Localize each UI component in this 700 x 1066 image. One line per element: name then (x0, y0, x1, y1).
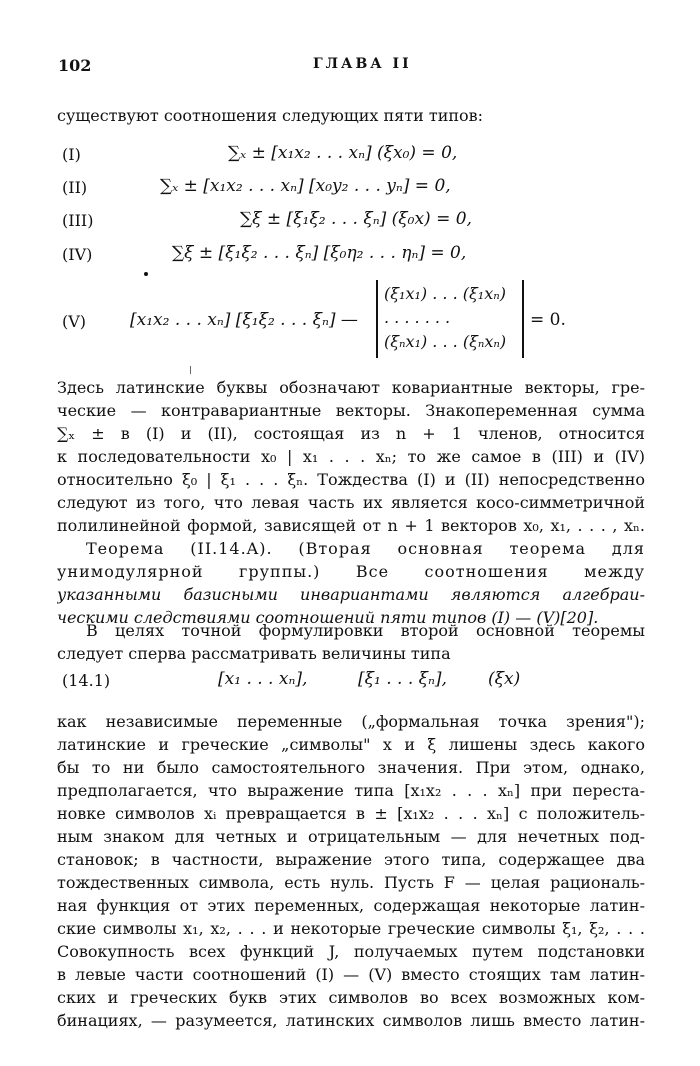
equation-1: ∑ₓ ± [x₁x₂ . . . xₙ] (ξx₀) = 0, (228, 143, 458, 163)
theorem-line-3: указанными базисными инвариантами являются алгебраи- (57, 585, 645, 604)
paragraph3-line-11: Совокупность всех функций J, получаемых путем подстановки (57, 942, 645, 961)
equation-label-4: (IV) (62, 245, 93, 264)
paragraph1-line-5: относительно ξ₀ | ξ₁ . . . ξₙ. Тождества (I) и (II) непосредственно (57, 470, 645, 489)
paragraph3-line-3: бы то ни было самостоятельного значения. При этом, однако, (57, 758, 645, 777)
paragraph1-line-6: следуют из того, что левая часть их является косо-симметричной (57, 493, 645, 512)
paragraph3-line-7: становок; в частности, выражение этого типа, содержащее два (57, 850, 645, 869)
theorem-line-1: Теорема (II.14.A). (Вторая основная теорема для (86, 539, 645, 558)
paragraph3-line-5: новке символов xᵢ превращается в ± [x₁x₂ . . . xₙ] с положитель- (57, 804, 645, 823)
paragraph1-line-7: полилинейной формой, зависящей от n + 1 векторов x₀, x₁, . . . , xₙ. (57, 516, 645, 535)
running-head: ГЛАВА II (313, 56, 412, 72)
theorem-line-4: ческими следствиями соотношений пяти типов (I) — (V)[20]. (57, 608, 599, 627)
page-number: 102 (58, 56, 92, 75)
print-speck (144, 272, 148, 276)
paragraph1-line-1: Здесь латинские буквы обозначают ковариантные векторы, гре- (57, 378, 645, 397)
determinant-row-2: . . . . . . . (384, 308, 451, 327)
determinant-row-1: (ξ₁x₁) . . . (ξ₁xₙ) (384, 284, 506, 303)
paragraph3-line-12: в левые части соотношений (I) — (V) вместо стоящих там латин- (57, 965, 645, 984)
equation-label-14-1: (14.1) (62, 671, 111, 690)
equation-3: ∑ξ ± [ξ₁ξ₂ . . . ξₙ] (ξ₀x) = 0, (240, 209, 472, 229)
paragraph2-line-1: В целях точной формулировки второй основной теоремы (86, 621, 645, 640)
paragraph3-line-8: тождественных символа, есть нуль. Пусть F — целая рациональ- (57, 873, 645, 892)
paragraph1-line-3: ∑ₓ ± в (I) и (II), состоящая из n + 1 членов, относится (57, 424, 645, 443)
equation-4: ∑ξ ± [ξ₁ξ₂ . . . ξₙ] [ξ₀η₂ . . . ηₙ] = 0, (172, 243, 467, 263)
determinant-right-bar (522, 280, 524, 358)
equation-5-left: [x₁x₂ . . . xₙ] [ξ₁ξ₂ . . . ξₙ] — (130, 310, 358, 330)
equation-5-right: = 0. (530, 310, 566, 330)
theorem-line-2: унимодулярной группы.) Все соотношения между (57, 562, 645, 581)
equation-14-1-term-2: [ξ₁ . . . ξₙ], (358, 669, 447, 689)
intro-line: существуют соотношения следующих пяти типов: (57, 106, 484, 125)
equation-label-1: (I) (62, 145, 81, 164)
paragraph1-line-2: ческие — контравариантные векторы. Знакопеременная сумма (57, 401, 645, 420)
equation-14-1-term-1: [x₁ . . . xₙ], (218, 669, 308, 689)
equation-2: ∑ₓ ± [x₁x₂ . . . xₙ] [x₀y₂ . . . yₙ] = 0, (160, 176, 451, 196)
paragraph3-line-10: ские символы x₁, x₂, . . . и некоторые греческие символы ξ₁, ξ₂, . . . (57, 919, 645, 938)
paragraph3-line-14: бинациях, — разумеется, латинских символов лишь вместо латин- (57, 1011, 645, 1030)
determinant-row-3: (ξₙx₁) . . . (ξₙxₙ) (384, 332, 507, 351)
paragraph1-line-4: к последовательности x₀ | x₁ . . . xₙ; то же самое в (III) и (IV) (57, 447, 645, 466)
paragraph3-line-13: ских и греческих букв этих символов во всех возможных ком- (57, 988, 645, 1007)
equation-14-1-term-3: (ξx) (488, 669, 521, 689)
paragraph3-line-4: предполагается, что выражение типа [x₁x₂ . . . xₙ] при переста- (57, 781, 645, 800)
paragraph3-line-2: латинские и греческие „символы" x и ξ лишены здесь какого (57, 735, 645, 754)
paragraph3-line-9: ная функция от этих переменных, содержащая некоторые латин- (57, 896, 645, 915)
print-mark (190, 366, 191, 374)
equation-label-5: (V) (62, 312, 87, 331)
paragraph3-line-6: ным знаком для четных и отрицательным — для нечетных под- (57, 827, 645, 846)
paragraph3-line-1: как независимые переменные („формальная точка зрения"); (57, 712, 645, 731)
equation-label-2: (II) (62, 178, 88, 197)
determinant-left-bar (376, 280, 378, 358)
paragraph2-line-2: следует сперва рассматривать величины типа (57, 644, 451, 663)
equation-label-3: (III) (62, 211, 94, 230)
